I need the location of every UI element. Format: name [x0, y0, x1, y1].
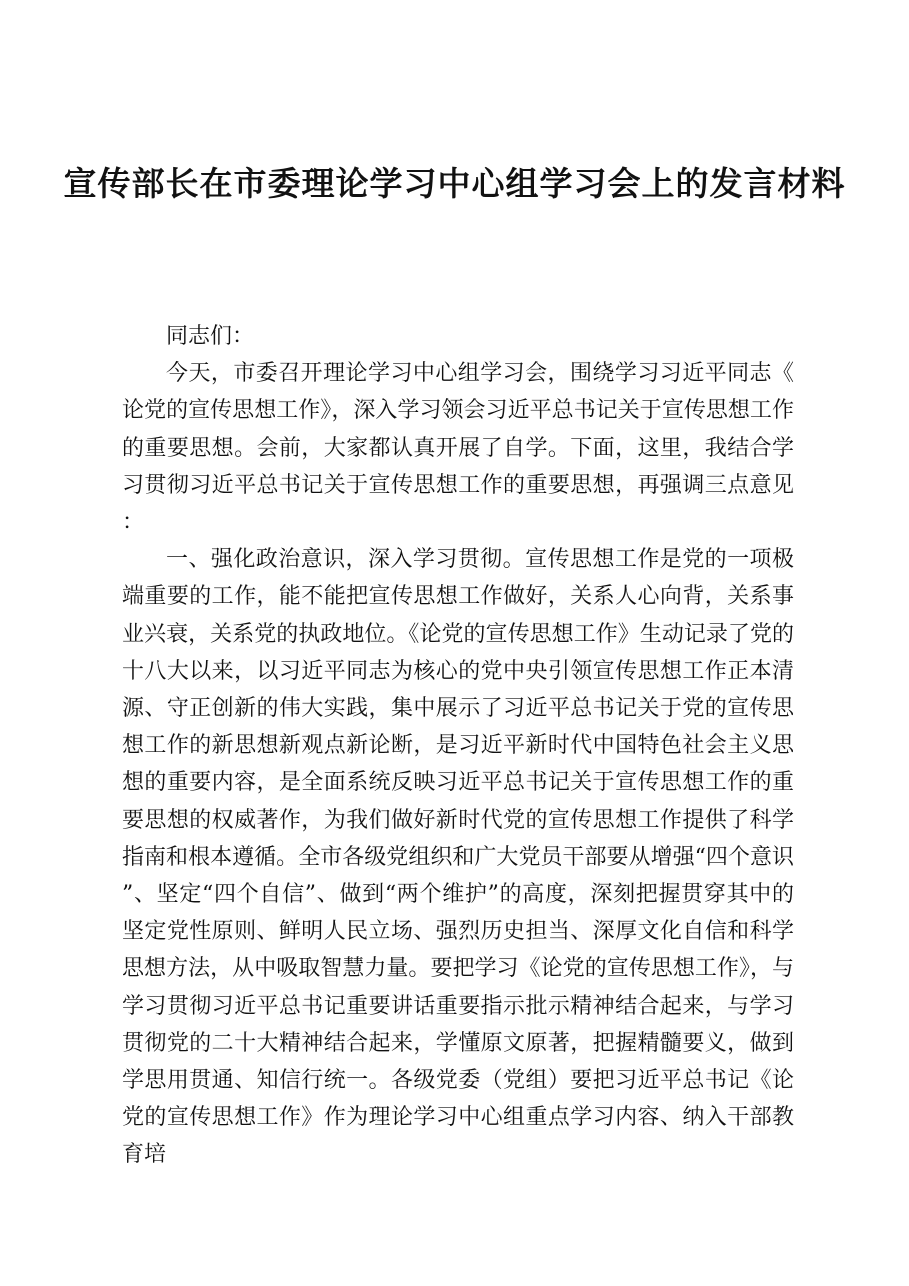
paragraph-intro: 今天，市委召开理论学习中心组学习会，围绕学习习近平同志《论党的宣传思想工作》，深入学习领会习近平总书记关于宣传思想工作的重要思想。会前，大家都认真开展了自学。下面，这里，我结合学习贯彻习近平总书记关于宣传思想工作的重要思想，再强调三点意见： — [122, 361, 794, 536]
paragraph-section-one: 一、强化政治意识，深入学习贯彻。宣传思想工作是党的一项极端重要的工作，能不能把宣传思想工作做好，关系人心向背，关系事业兴衰，关系党的执政地位。《论党的宣传思想工作》生动记录了党的十八大以来，以习近平同志为核心的党中央引领宣传思想工作正本清源、守正创新的伟大实践，集中展示了习近平总书记关于党的宣传思想工作的新思想新观点新论断，是习近平新时代中国特色社会主义思想的重要内容，是全面系统反映习近平总书记关于宣传思想工作的重要思想的权威著作，为我们做好新时代党的宣传思想工作提供了科学指南和根本遵循。全市各级党组织和广大党员干部要从增强“四个意识”、坚定“四个自信”、做到“两个维护”的高度，深刻把握贯穿其中的坚定党性原则、鲜明人民立场、强烈历史担当、深厚文化自信和科学思想方法，从中吸取智慧力量。要把学习《论党的宣传思想工作》，与学习贯彻习近平总书记重要讲话重要指示批示精神结合起来，与学习贯彻党的二十大精神结合起来，学懂原文原著，把握精髓要义，做到学思用贯通、知信行统一。各级党委（党组）要把习近平总书记《论党的宣传思想工作》作为理论学习中心组重点学习内容、纳入干部教育培 — [122, 547, 794, 1168]
salutation: 同志们： — [166, 324, 255, 349]
document-title: 宣传部长在市委理论学习中心组学习会上的发言材料 — [63, 164, 846, 203]
document-body — [122, 318, 794, 1174]
